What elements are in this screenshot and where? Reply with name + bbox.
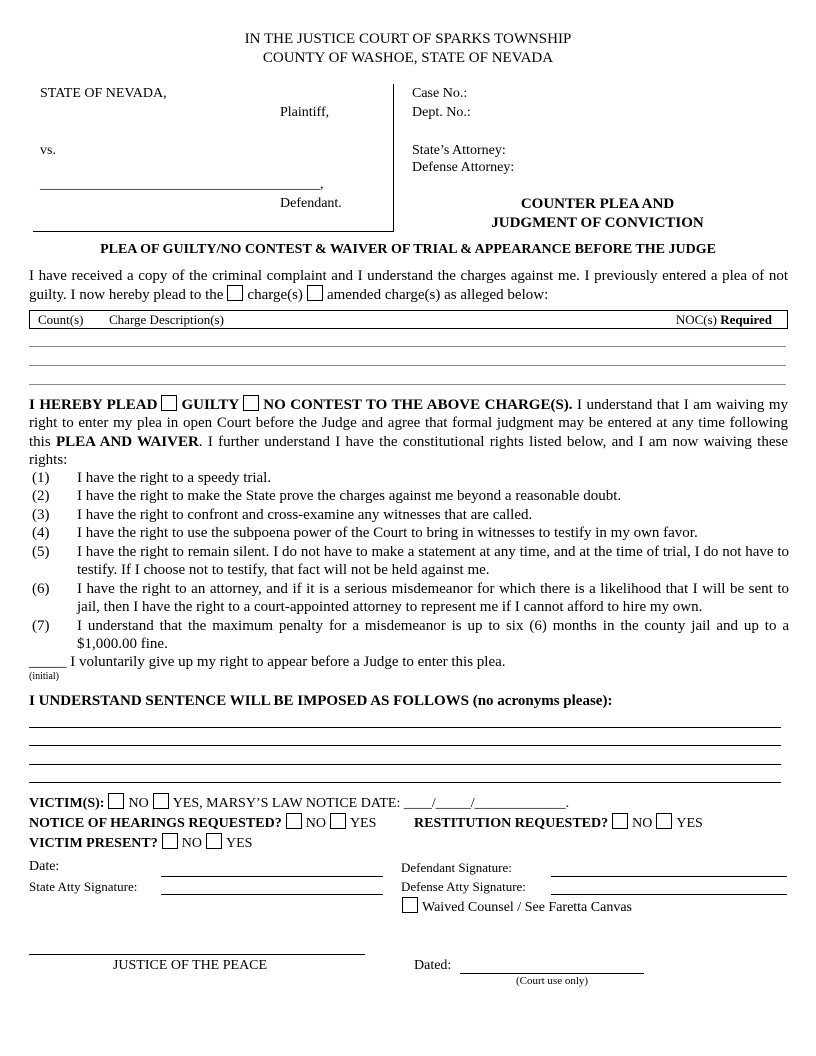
court-use-only: (Court use only) xyxy=(515,975,589,987)
plea-text-1: I understand that I am waiving my right to enter my plea in open Court before the Judge and agree that formal judgment may be entered at any time following this xyxy=(29,397,789,450)
states-attorney[interactable]: State’s Attorney: xyxy=(412,143,506,158)
restitution-row xyxy=(414,813,703,832)
charge-label: charge(s) xyxy=(247,287,303,304)
notice-no-label: NO xyxy=(305,816,326,831)
plea-paragraph xyxy=(29,395,788,470)
right-text: I have the right to confront and cross-examine any witnesses that are called. xyxy=(77,507,533,523)
defendant-name-blank[interactable]: ________________________________________, xyxy=(40,177,324,192)
court-name: IN THE JUSTICE COURT OF SPARKS TOWNSHIP xyxy=(244,31,572,47)
dept-no[interactable]: Dept. No.: xyxy=(412,105,471,120)
initial-line xyxy=(29,654,506,671)
restitution-no-label: NO xyxy=(632,816,653,831)
date-line[interactable] xyxy=(161,876,383,877)
right-number: (3) xyxy=(32,507,50,523)
defense-atty-signature-label: Defense Atty Signature: xyxy=(401,879,526,894)
right-text: I have the right to remain silent. I do not have to make a statement at any time, and at the time of trial, I do not have to testify. If I choose not to testify, that fact will not be held against me. xyxy=(77,544,789,579)
state-of-nevada: STATE OF NEVADA, xyxy=(40,86,167,101)
victim-present-yes-checkbox[interactable] xyxy=(206,833,222,849)
waived-counsel-checkbox[interactable] xyxy=(402,897,418,913)
victim-no-checkbox[interactable] xyxy=(108,793,124,809)
plea-and-waiver: PLEA AND WAIVER xyxy=(55,433,199,450)
county-state: COUNTY OF WASHOE, STATE OF NEVADA xyxy=(262,50,554,66)
defendant-signature-line[interactable] xyxy=(551,876,787,877)
form-title-line2: JUDGMENT OF CONVICTION xyxy=(491,215,704,231)
right-text: I have the right to make the State prove the charges against me beyond a reasonable doubt. xyxy=(77,488,622,504)
plea-lead: I HEREBY PLEAD xyxy=(29,397,158,413)
caption-divider xyxy=(393,84,394,232)
victim-label: VICTIM(S): xyxy=(29,796,105,811)
intro-paragraph xyxy=(29,267,788,305)
victim-yes-checkbox[interactable] xyxy=(153,793,169,809)
charges-table-header xyxy=(29,310,788,329)
col-charge-description: Charge Description(s) xyxy=(109,312,224,327)
justice-of-the-peace: JUSTICE OF THE PEACE xyxy=(112,958,268,973)
sentence-line-1[interactable] xyxy=(29,727,781,728)
victim-present-row xyxy=(29,833,252,852)
right-text: I understand that the maximum penalty for a misdemeanor is up to six (6) months in the county jail and up to a $1,000.00 fine. xyxy=(77,618,789,653)
victim-yes-label: YES, MARSY’S LAW NOTICE DATE: xyxy=(172,796,401,811)
restitution-yes-label: YES xyxy=(676,816,703,831)
right-number: (2) xyxy=(32,488,50,504)
victim-no-label: NO xyxy=(128,796,149,811)
right-number: (6) xyxy=(32,581,50,597)
date-label: Date: xyxy=(29,859,60,874)
amended-charge-checkbox[interactable] xyxy=(307,285,323,301)
right-number: (4) xyxy=(32,525,50,541)
defendant-signature-label: Defendant Signature: xyxy=(401,860,512,875)
charge-line-1[interactable] xyxy=(29,346,786,347)
amended-charge-label: amended charge(s) as alleged below: xyxy=(326,287,549,304)
notice-no-checkbox[interactable] xyxy=(286,813,302,829)
form-title-line1: COUNTER PLEA AND xyxy=(520,196,675,212)
charge-line-2[interactable] xyxy=(29,365,786,366)
waived-counsel-label: Waived Counsel / See Faretta Canvas xyxy=(422,900,632,915)
dated-line[interactable] xyxy=(460,973,644,974)
charge-checkbox[interactable] xyxy=(227,285,243,301)
intro-text: I have received a copy of the criminal complaint and I understand the charges against me. I previously entered a plea of not guilty. I now hereby plead to the xyxy=(29,268,788,304)
sentence-line-3[interactable] xyxy=(29,764,781,765)
no-contest-checkbox[interactable] xyxy=(243,395,259,411)
initial-statement: I voluntarily give up my right to appear before a Judge to enter this plea. xyxy=(70,654,506,670)
right-text: I have the right to an attorney, and if it is a serious misdemeanor for which there is a likelihood that I will be sent to jail, then I have the right to a court-appointed attorney to represent me if I cannot afford to hire my own. xyxy=(77,581,789,616)
marsy-date-blank[interactable]: ____/_____/_____________. xyxy=(403,796,570,811)
sentence-heading: I UNDERSTAND SENTENCE WILL BE IMPOSED AS FOLLOWS (no acronyms please): xyxy=(29,693,613,709)
notice-yes-checkbox[interactable] xyxy=(330,813,346,829)
defendant-label: Defendant. xyxy=(280,196,342,211)
defense-atty-signature-line[interactable] xyxy=(551,894,787,895)
victim-present-yes-label: YES xyxy=(225,836,253,851)
victim-present-no-checkbox[interactable] xyxy=(162,833,178,849)
caption-bottom-rule xyxy=(33,231,394,232)
restitution-label: RESTITUTION REQUESTED? xyxy=(414,816,609,831)
initial-label: (initial) xyxy=(29,671,59,682)
right-text: I have the right to use the subpoena power of the Court to bring in witnesses to testify in my own favor. xyxy=(77,525,698,541)
notice-label: NOTICE OF HEARINGS REQUESTED? xyxy=(29,816,282,831)
case-no[interactable]: Case No.: xyxy=(412,86,468,101)
state-atty-signature-label: State Atty Signature: xyxy=(29,879,138,894)
waived-counsel-row xyxy=(398,897,632,916)
col-counts: Count(s) xyxy=(38,312,84,327)
guilty-label: GUILTY xyxy=(181,397,240,413)
plaintiff-label: Plaintiff, xyxy=(280,105,330,120)
sentence-line-2[interactable] xyxy=(29,745,781,746)
right-number: (7) xyxy=(32,618,50,634)
justice-signature-line[interactable] xyxy=(29,954,365,955)
initial-blank[interactable]: _____ xyxy=(29,654,67,670)
victim-present-label: VICTIM PRESENT? xyxy=(29,836,158,851)
restitution-no-checkbox[interactable] xyxy=(612,813,628,829)
guilty-checkbox[interactable] xyxy=(161,395,177,411)
col-noc-label: NOC(s) xyxy=(675,312,717,327)
charge-line-3[interactable] xyxy=(29,384,786,385)
sentence-line-4[interactable] xyxy=(29,782,781,783)
notice-yes-label: YES xyxy=(349,816,377,831)
col-noc-required: Required xyxy=(720,312,772,327)
plea-heading: PLEA OF GUILTY/NO CONTEST & WAIVER OF TRIAL & APPEARANCE BEFORE THE JUDGE xyxy=(100,242,716,257)
victim-present-no-label: NO xyxy=(181,836,202,851)
right-text: I have the right to a speedy trial. xyxy=(77,470,272,486)
defense-attorney[interactable]: Defense Attorney: xyxy=(412,160,515,175)
right-number: (5) xyxy=(32,544,50,560)
victim-row xyxy=(29,793,569,812)
dated-label: Dated: xyxy=(414,958,452,973)
vs-label: vs. xyxy=(40,143,56,158)
col-noc xyxy=(676,312,772,328)
right-number: (1) xyxy=(32,470,50,486)
notice-row xyxy=(29,813,376,832)
plea-text-2: . I further understand I have the constitutional rights listed below, and I am now waiving these rights: xyxy=(29,433,788,469)
no-contest-label: NO CONTEST TO THE ABOVE CHARGE(S). xyxy=(263,397,573,413)
restitution-yes-checkbox[interactable] xyxy=(656,813,672,829)
state-atty-signature-line[interactable] xyxy=(161,894,383,895)
